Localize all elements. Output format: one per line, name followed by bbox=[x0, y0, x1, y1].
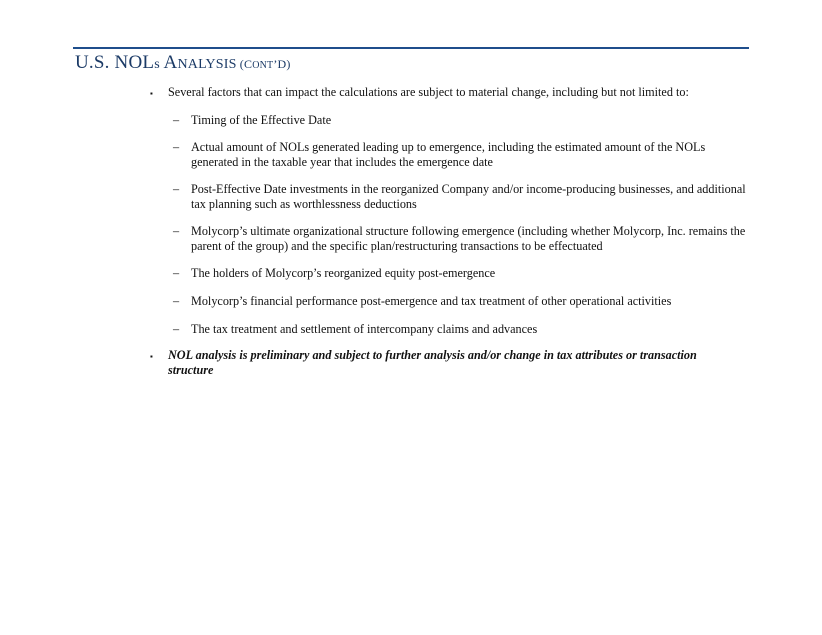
bullet-marker: ▪ bbox=[150, 89, 153, 98]
title-rule bbox=[73, 47, 749, 49]
dash-marker: – bbox=[173, 140, 180, 154]
sub-item-text: The holders of Molycorp’s reorganized equity post-emergence bbox=[191, 266, 496, 280]
bullet-text: Several factors that can impact the calculations are subject to material change, including but not limited to: bbox=[168, 85, 689, 99]
title-part-7: ’D) bbox=[273, 57, 291, 71]
sub-item-text: Molycorp’s ultimate organizational structure following emergence (including whether Molycorp, Inc. remains the parent of the group) and the specific plan/restructuring transactions to be effectuated bbox=[191, 224, 746, 253]
dash-marker: – bbox=[173, 182, 180, 196]
title-part-4: NALYSIS bbox=[177, 57, 237, 72]
title-part-5: (C bbox=[236, 57, 253, 71]
title-part-6: ONT bbox=[252, 60, 274, 71]
title-part-1: U.S. NOL bbox=[75, 52, 155, 73]
bullet-marker: ▪ bbox=[150, 352, 153, 361]
dash-marker: – bbox=[173, 113, 180, 127]
dash-marker: – bbox=[173, 322, 180, 336]
dash-marker: – bbox=[173, 266, 180, 280]
sub-item-text: The tax treatment and settlement of intercompany claims and advances bbox=[191, 322, 538, 336]
title-part-3: A bbox=[163, 52, 178, 73]
title-part-2: s bbox=[154, 57, 164, 72]
dash-marker: – bbox=[173, 224, 180, 238]
page-title bbox=[75, 52, 291, 77]
sub-item-text: Molycorp’s financial performance post-emergence and tax treatment of other operational activities bbox=[191, 294, 672, 308]
sub-item-text: Post-Effective Date investments in the reorganized Company and/or income-producing businesses, and additional tax planning such as worthlessness deductions bbox=[191, 182, 746, 211]
sub-item-text: Timing of the Effective Date bbox=[191, 113, 332, 127]
sub-item-text: Actual amount of NOLs generated leading up to emergence, including the estimated amount of the NOLs generated in the taxable year that includes the emergence date bbox=[191, 140, 706, 169]
bullet-text: NOL analysis is preliminary and subject to further analysis and/or change in tax attributes or transaction structure bbox=[168, 348, 697, 377]
dash-marker: – bbox=[173, 294, 180, 308]
